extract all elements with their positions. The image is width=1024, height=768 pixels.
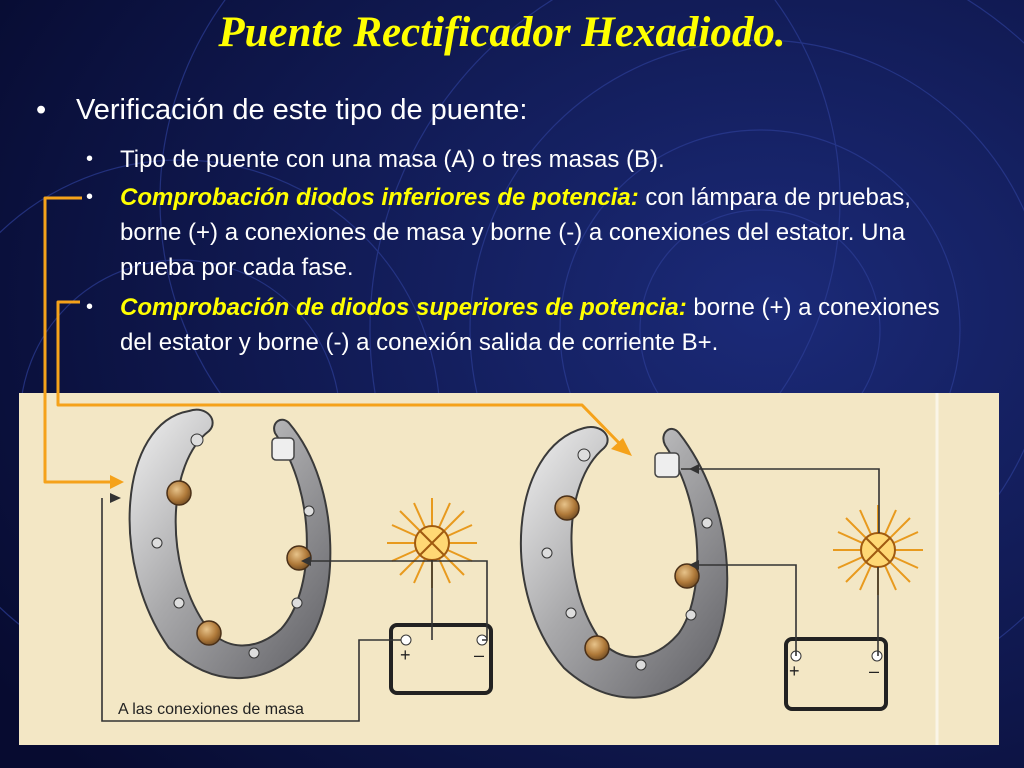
bolt-hole-icon	[686, 610, 696, 620]
battery-a-minus: –	[474, 645, 485, 665]
rectifier-figure	[19, 393, 999, 745]
bullet-dot: •	[86, 186, 94, 208]
bolt-hole-icon	[152, 538, 162, 548]
bullet-sub-2	[86, 180, 966, 285]
bolt-hole-icon	[304, 506, 314, 516]
bullet-dot: •	[36, 94, 47, 126]
bullet-sub-3	[86, 290, 966, 360]
bullet-dot: •	[86, 148, 94, 170]
bolt-hole-icon	[174, 598, 184, 608]
bolt-hole-icon	[249, 648, 259, 658]
bullet-dot: •	[86, 296, 94, 318]
bullet-sub-1	[86, 142, 966, 177]
bolt-hole-icon	[292, 598, 302, 608]
terminal-icon	[272, 438, 294, 460]
bolt-hole-icon	[191, 434, 203, 446]
bullet-sub-3-emphasis: Comprobación de diodos superiores de potencia:	[120, 294, 687, 321]
battery-a-plus: +	[400, 645, 411, 665]
battery-b-plus: +	[789, 661, 800, 681]
diode-icon	[555, 496, 579, 520]
diode-icon	[197, 621, 221, 645]
figure-caption: A las conexiones de masa	[118, 701, 304, 718]
bolt-hole-icon	[566, 608, 576, 618]
bullet-main	[36, 93, 527, 127]
bullet-sub-2-text: con lámpara de pruebas, borne (+) a conexiones de masa y borne (-) a conexiones del estator. Una prueba por cada fase.	[120, 184, 911, 281]
diode-icon	[167, 481, 191, 505]
bolt-hole-icon	[578, 449, 590, 461]
bullet-sub-1-text: Tipo de puente con una masa (A) o tres masas (B).	[120, 146, 665, 173]
battery-b-minus: –	[869, 661, 880, 681]
bolt-hole-icon	[636, 660, 646, 670]
battery-terminal-icon	[872, 651, 882, 661]
battery-terminal-icon	[401, 635, 411, 645]
bolt-hole-icon	[702, 518, 712, 528]
bolt-hole-icon	[542, 548, 552, 558]
bullet-sub-3-text: borne (+) a conexiones del estator y borne (-) a conexión salida de corriente B+.	[120, 294, 940, 356]
diode-icon	[585, 636, 609, 660]
bullet-main-text: Verificación de este tipo de puente:	[76, 94, 528, 126]
bullet-sub-2-emphasis: Comprobación diodos inferiores de potencia:	[120, 184, 639, 211]
terminal-icon	[655, 453, 679, 477]
slide-title: Puente Rectificador Hexadiodo.	[218, 9, 786, 56]
